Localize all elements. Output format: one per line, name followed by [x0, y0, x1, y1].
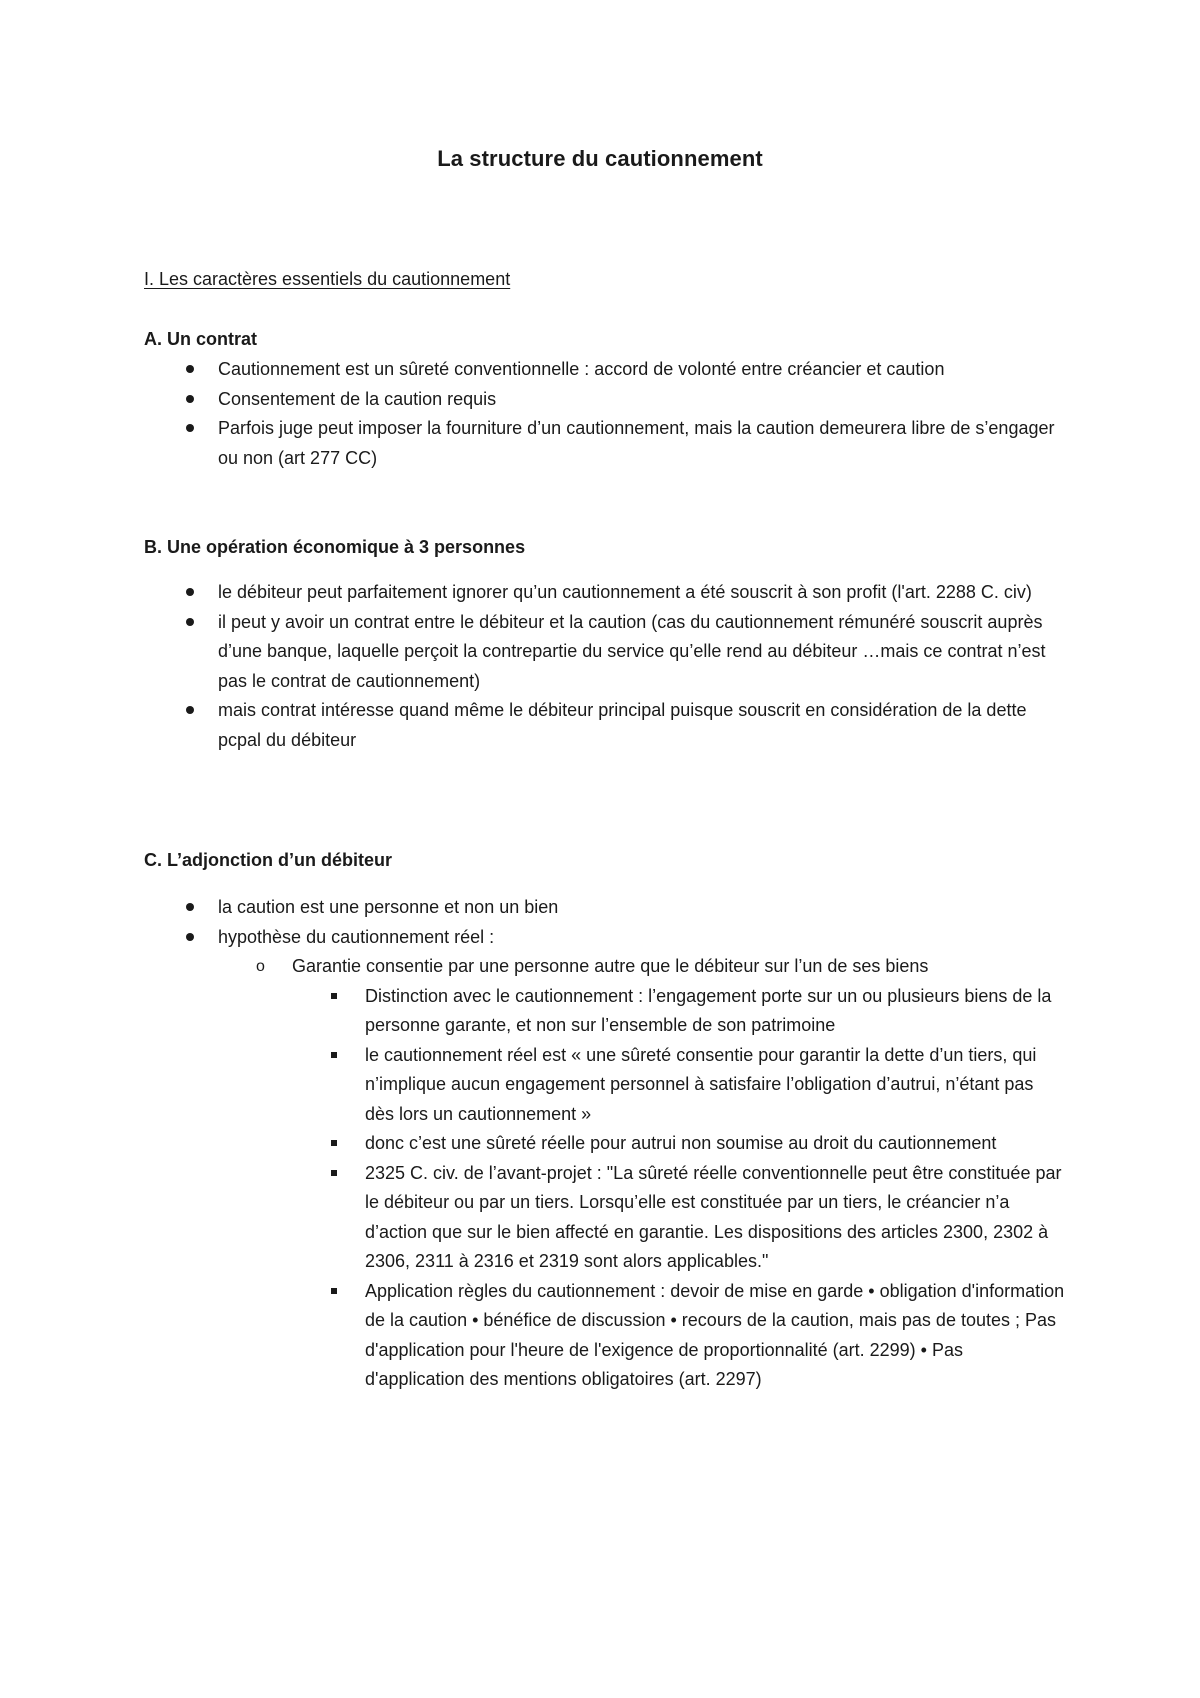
list-item: [218, 385, 1068, 415]
subheading-c: C. L’adjonction d’un débiteur: [144, 850, 392, 870]
list-item-text: hypothèse du cautionnement réel :: [218, 926, 495, 947]
list-item: [218, 893, 1068, 923]
bullet-square-icon: [331, 993, 337, 999]
list-item: [218, 355, 1068, 385]
bullet-dot-icon: [186, 903, 194, 911]
list-item: [365, 982, 1065, 1041]
list-item: [256, 952, 1072, 982]
bullet-dot-icon: [186, 706, 194, 714]
list-item: [365, 1159, 1065, 1277]
list-c: [0, 893, 1200, 1395]
bullet-square-icon: [331, 1052, 337, 1058]
bullet-dot-icon: [186, 365, 194, 373]
list-item-text: Cautionnement est un sûreté conventionnelle : accord de volonté entre créancier et caution: [218, 359, 945, 379]
list-item: [365, 1129, 1065, 1159]
list-item-text: Parfois juge peut imposer la fourniture d’un cautionnement, mais la caution demeurera libre de s’engager ou non (art 277 CC): [218, 418, 1055, 468]
list-item: [218, 578, 1068, 608]
list-item-text: il peut y avoir un contrat entre le débiteur et la caution (cas du cautionnement rémunéré souscrit auprès d’une banque, laquelle perçoit la contrepartie du service qu’elle rend au débiteur …mais ce contrat n’est pas le contrat de cautionnement): [218, 611, 1046, 691]
list-item-text: la caution est une personne et non un bien: [218, 897, 559, 917]
list-item: [218, 608, 1068, 697]
list-item-text: le débiteur peut parfaitement ignorer qu’un cautionnement a été souscrit à son profit (l'art. 2288 C. civ): [218, 582, 1032, 602]
list-item: [365, 1041, 1065, 1130]
list-item-text: mais contrat intéresse quand même le débiteur principal puisque souscrit en considération de la dette pcpal du débiteur: [218, 700, 1027, 750]
list-item-text: donc c’est une sûreté réelle pour autrui non soumise au droit du cautionnement: [365, 1133, 997, 1153]
list-a: [0, 355, 1200, 473]
bullet-dot-icon: [186, 424, 194, 432]
list-item: [365, 1277, 1065, 1395]
bullet-dot-icon: [186, 933, 194, 941]
list-item-text: Application règles du cautionnement : devoir de mise en garde • obligation d'information de la caution • bénéfice de discussion • recours de la caution, mais pas de toutes ; Pas d'application pour l'heure de l'exigence de proportionnalité (art. 2299) • Pas d'application des mentions obligatoires (art. 2297): [365, 1280, 1065, 1389]
list-item-text: le cautionnement réel est « une sûreté consentie pour garantir la dette d’un tiers, qui n’implique aucun engagement personnel à satisfaire l’obligation d’autrui, n’étant pas dès lors un cautionnement »: [365, 1044, 1037, 1124]
page-title: La structure du cautionnement: [437, 146, 763, 171]
list-item-text: Distinction avec le cautionnement : l’engagement porte sur un ou plusieurs biens de la personne garante, et non sur l’ensemble de son patrimoine: [365, 985, 1052, 1035]
subheading-a: A. Un contrat: [144, 329, 258, 349]
bullet-square-icon: [331, 1140, 337, 1146]
list-item: [218, 696, 1068, 755]
bullet-dot-icon: [186, 618, 194, 626]
list-item-text: Consentement de la caution requis: [218, 388, 497, 409]
bullet-dot-icon: [186, 395, 194, 403]
subheading-b: B. Une opération économique à 3 personnes: [144, 537, 526, 557]
bullet-dot-icon: [186, 588, 194, 596]
bullet-square-icon: [331, 1170, 337, 1176]
list-item: [218, 414, 1068, 473]
bullet-circle-icon: o: [256, 958, 265, 975]
list-b: [0, 578, 1200, 755]
list-item: [218, 923, 1068, 953]
list-item-text: 2325 C. civ. de l’avant-projet : "La sûreté réelle conventionnelle peut être constituée par le débiteur ou par un tiers. Lorsqu’elle est constituée par un tiers, le créancier n’a d’action que sur le bien affecté en garantie. Les dispositions des articles 2300, 2302 à 2306, 2311 à 2316 et 2319 sont alors applicables.": [365, 1162, 1062, 1271]
list-item-text: Garantie consentie par une personne autre que le débiteur sur l’un de ses biens: [292, 956, 929, 976]
bullet-square-icon: [331, 1288, 337, 1294]
section-heading-1: I. Les caractères essentiels du cautionnement: [144, 269, 511, 289]
